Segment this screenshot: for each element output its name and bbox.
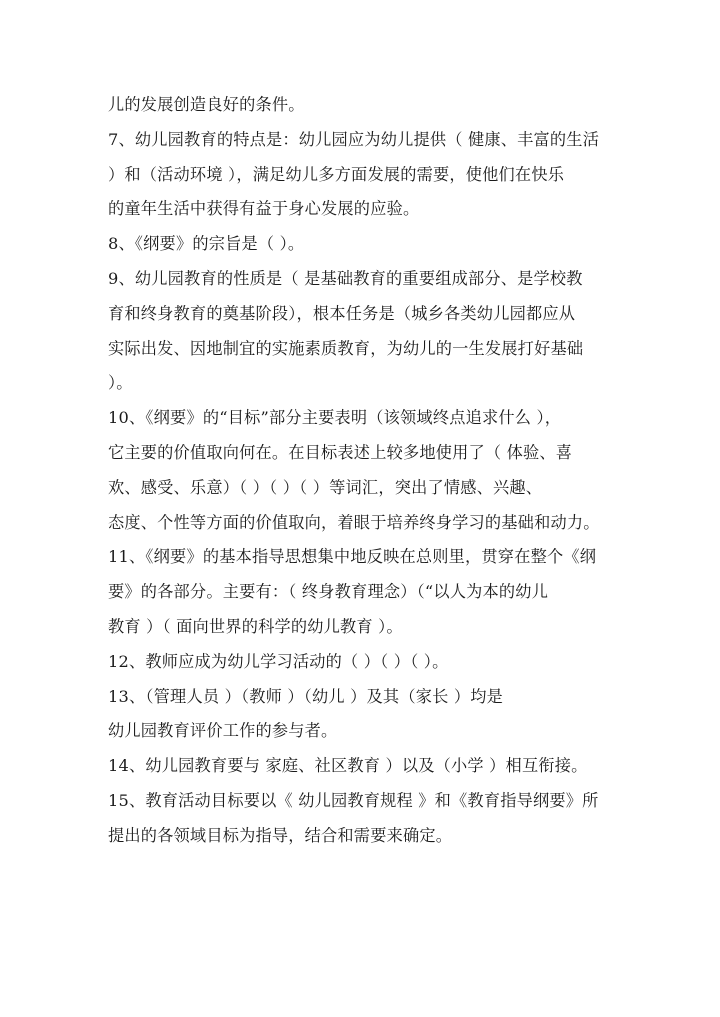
text-line: 10、《纲要》的“目标”部分主要表明（该领域终点追求什么 ），: [108, 408, 562, 428]
text-line: 15、教育活动目标要以《 幼儿园教育规程 》和《教育指导纲要》所: [108, 790, 599, 810]
text-line: 12、教师应成为幼儿学习活动的（ ）（ ）（ ）。: [108, 651, 449, 671]
text-line: 态度、个性等方面的价值取向，着眼于培养终身学习的基础和动力。: [108, 512, 600, 532]
text-line: 的童年生活中获得有益于身心发展的应验。: [108, 199, 420, 219]
document-body: [108, 88, 618, 854]
text-line: 欢、感受、乐意）（ ）（ ）（ ）等词汇，突出了情感、兴趣、: [108, 477, 543, 497]
text-line: 8、《纲要》的宗旨是（ ）。: [108, 234, 305, 254]
text-line: 7、幼儿园教育的特点是：幼儿园应为幼儿提供（ 健康、丰富的生活: [108, 129, 600, 149]
text-line: 育和终身教育的奠基阶段），根本任务是（城乡各类幼儿园都应从: [108, 303, 576, 323]
text-line: 教育 ）（ 面向世界的科学的幼儿教育 ）。: [108, 616, 403, 636]
text-line: 9、幼儿园教育的性质是（ 是基础教育的重要组成部分、是学校教: [108, 268, 583, 288]
text-line: 13、（管理人员 ）（教师 ）（幼儿 ）及其（家长 ）均是: [108, 686, 503, 706]
text-line: ）。: [108, 373, 133, 393]
text-line: 它主要的价值取向何在。在目标表述上较多地使用了（ 体验、喜: [108, 442, 573, 462]
text-line: 幼儿园教育评价工作的参与者。: [108, 721, 338, 741]
text-line: 儿的发展创造良好的条件。: [108, 95, 305, 114]
text-line: 要》的各部分。主要有：（ 终身教育理念）（“以人为本的幼儿: [108, 582, 549, 602]
text-line: 提出的各领域目标为指导，结合和需要来确定。: [108, 825, 453, 845]
text-line: 11、《纲要》的基本指导思想集中地反映在总则里，贯穿在整个《纲: [108, 547, 597, 567]
text-line: ）和（活动环境 ），满足幼儿多方面发展的需要，使他们在快乐: [108, 164, 565, 184]
text-line: 实际出发、因地制宜的实施素质教育，为幼儿的一生发展打好基础: [108, 338, 584, 358]
text-line: 14、幼儿园教育要与 家庭、社区教育 ）以及（小学 ）相互衔接。: [108, 756, 588, 776]
